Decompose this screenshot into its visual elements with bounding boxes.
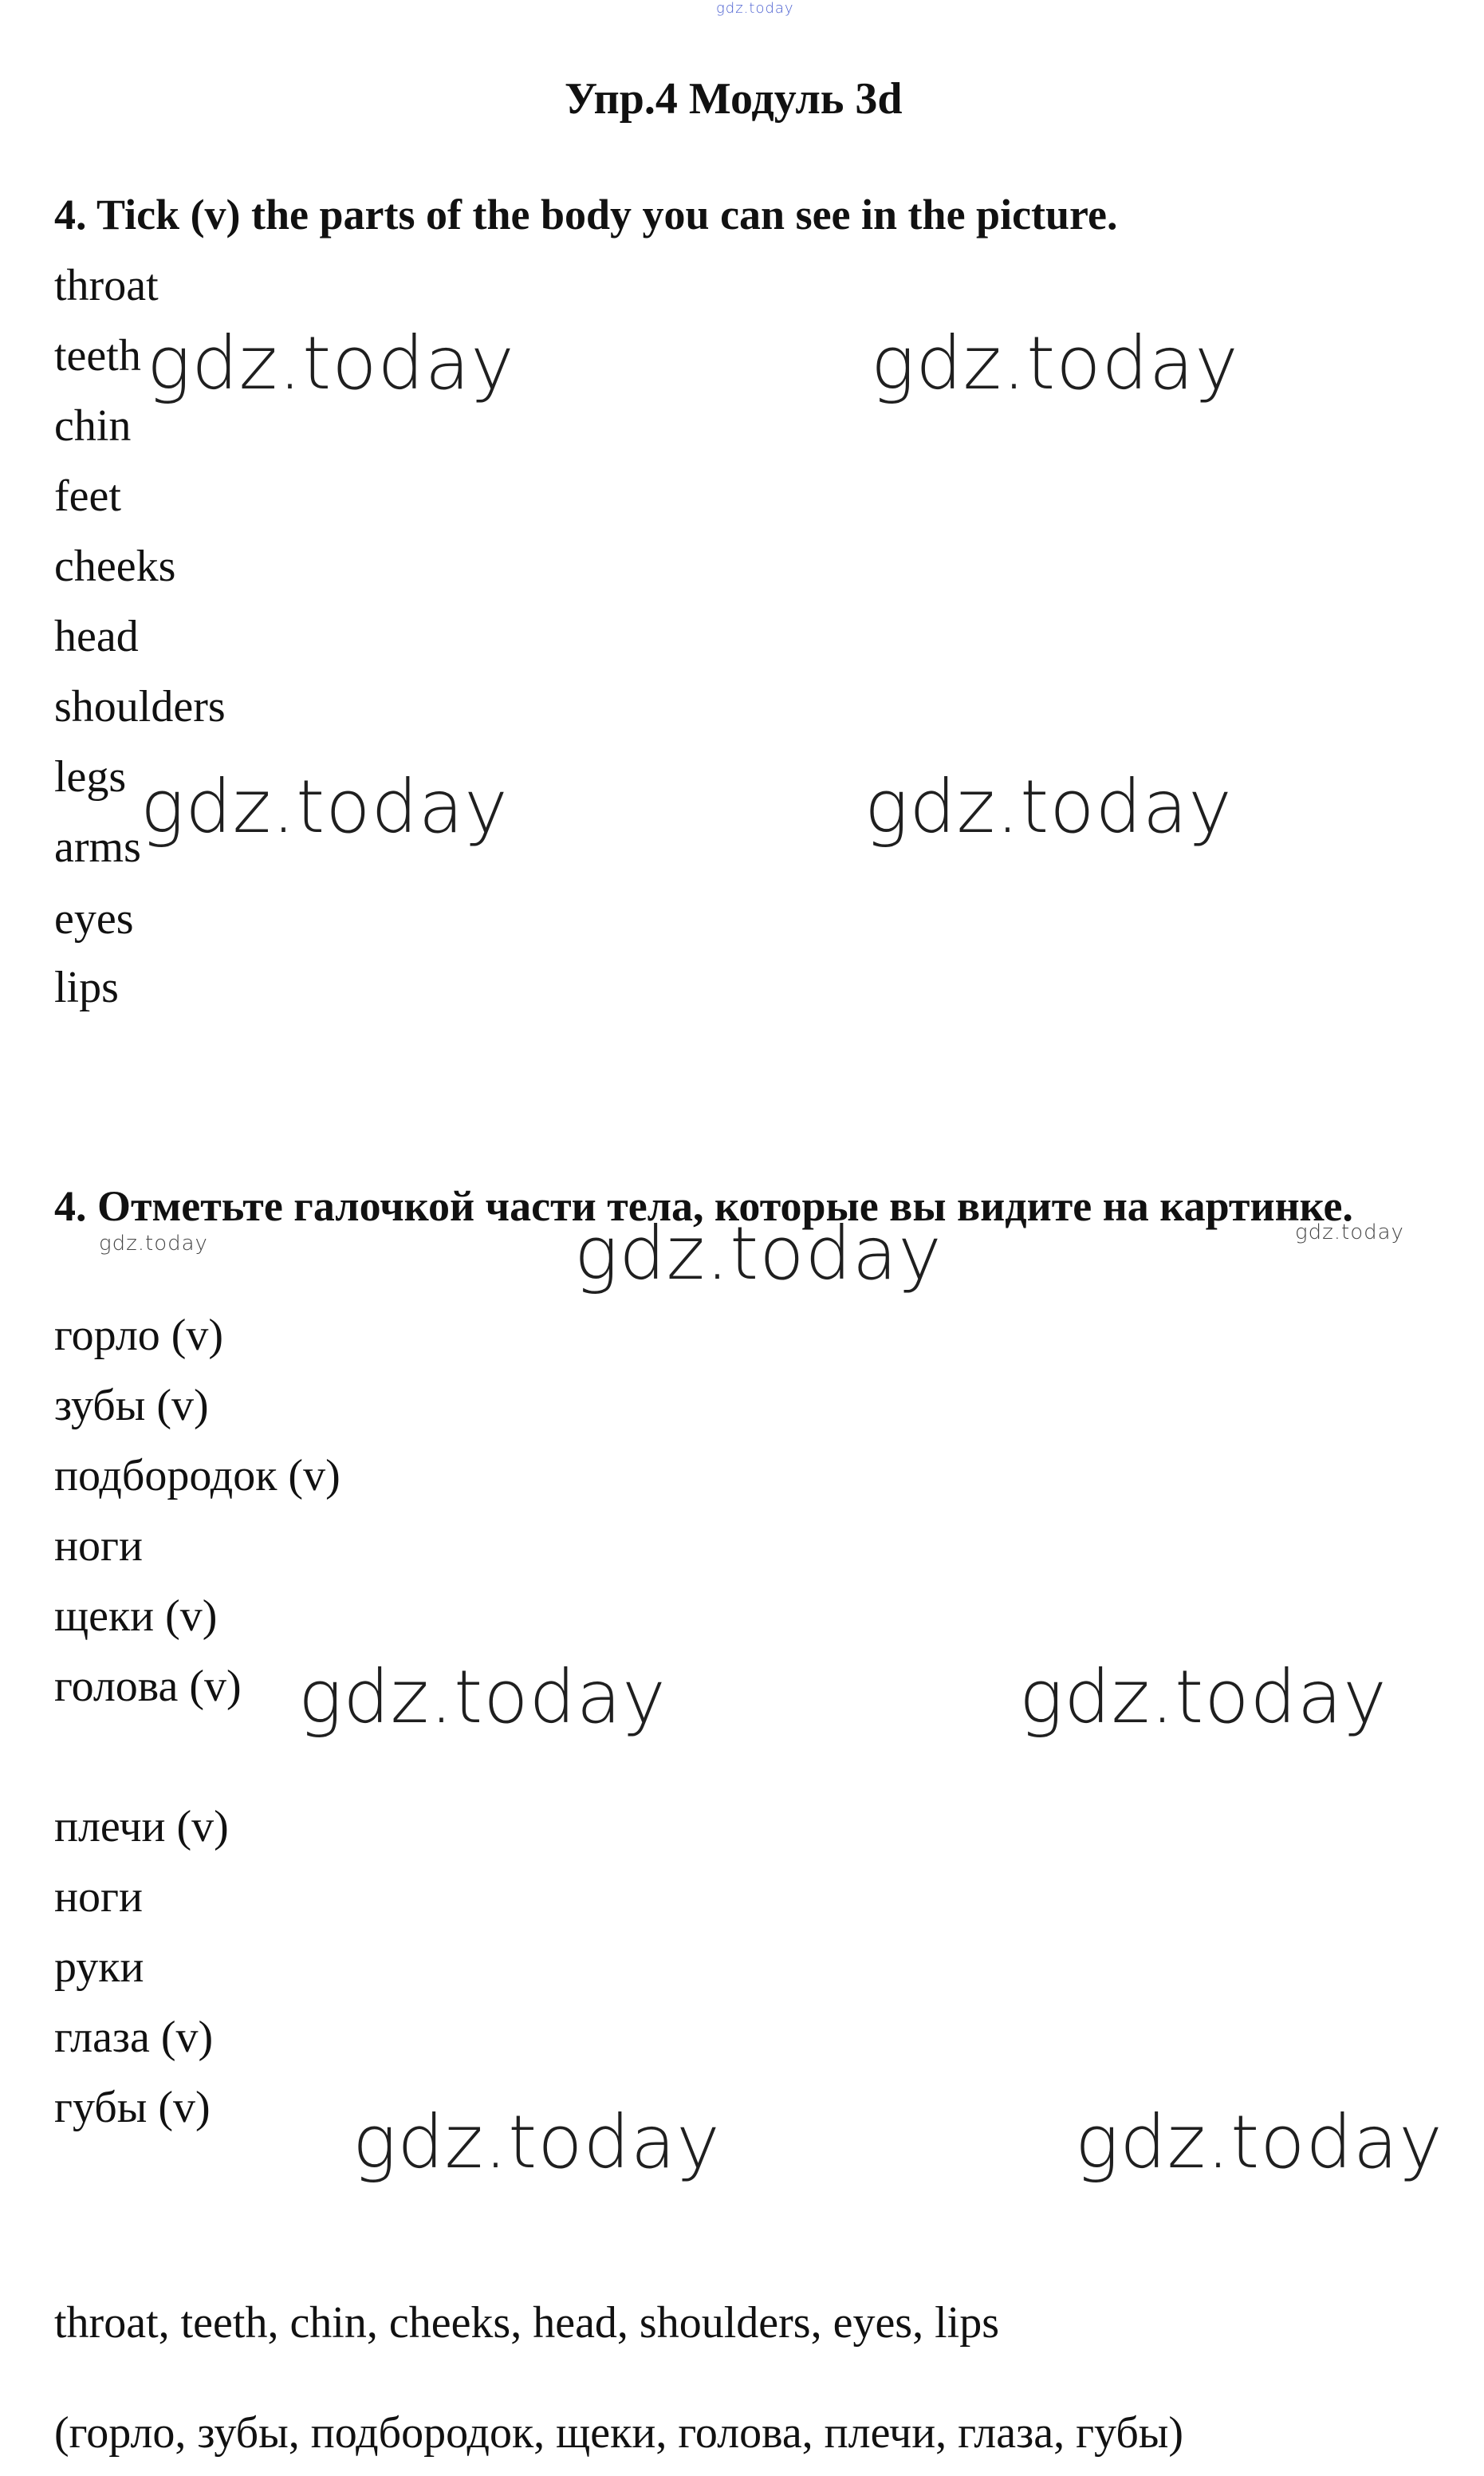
watermark-text: gdz.today <box>352 2099 721 2185</box>
list-item: голова (v) <box>54 1662 242 1711</box>
list-item: горло (v) <box>54 1311 224 1360</box>
list-item: throat <box>54 261 159 310</box>
watermark-text-small: gdz.today <box>1295 1220 1404 1244</box>
list-item: shoulders <box>54 682 226 731</box>
list-item: глаза (v) <box>54 2013 214 2062</box>
list-item: cheeks <box>54 542 176 591</box>
list-item: chin <box>54 401 132 451</box>
list-item: ноги <box>54 1872 143 1922</box>
list-item: teeth <box>54 331 141 380</box>
task-heading-en: 4. Tick (v) the parts of the body you can see in the picture. <box>54 191 1118 239</box>
list-item: зубы (v) <box>54 1381 209 1430</box>
list-item: подбородок (v) <box>54 1451 340 1500</box>
task-heading-ru: 4. Отметьте галочкой части тела, которые вы видите на картинке. <box>54 1182 1353 1230</box>
watermark-text: gdz.today <box>147 321 515 406</box>
list-item: eyes <box>54 894 134 944</box>
watermark-text-small: gdz.today <box>99 1232 208 1256</box>
page-title: Упр.4 Модуль 3d <box>565 74 903 124</box>
watermark-text: gdz.today <box>864 764 1233 850</box>
list-item: feet <box>54 471 121 521</box>
list-item: head <box>54 612 139 661</box>
watermark-text: gdz.today <box>871 321 1239 406</box>
watermark-text: gdz.today <box>1075 2099 1443 2185</box>
list-item: lips <box>54 963 119 1012</box>
list-item: arms <box>54 822 141 872</box>
watermark-text: gdz.today <box>574 1211 943 1296</box>
list-item: руки <box>54 1942 144 1992</box>
list-item: плечи (v) <box>54 1802 229 1851</box>
watermark-text: gdz.today <box>140 764 509 850</box>
list-item: legs <box>54 752 127 802</box>
watermark-text: gdz.today <box>1019 1654 1388 1740</box>
list-item: губы (v) <box>54 2083 211 2132</box>
top-watermark: gdz.today <box>716 0 794 17</box>
answer-ru: (горло, зубы, подбородок, щеки, голова, плечи, глаза, губы) <box>54 2408 1184 2458</box>
list-item: ноги <box>54 1521 143 1571</box>
watermark-text: gdz.today <box>298 1654 667 1740</box>
answer-en: throat, teeth, chin, cheeks, head, shoulders, eyes, lips <box>54 2298 999 2348</box>
list-item: щеки (v) <box>54 1591 218 1641</box>
